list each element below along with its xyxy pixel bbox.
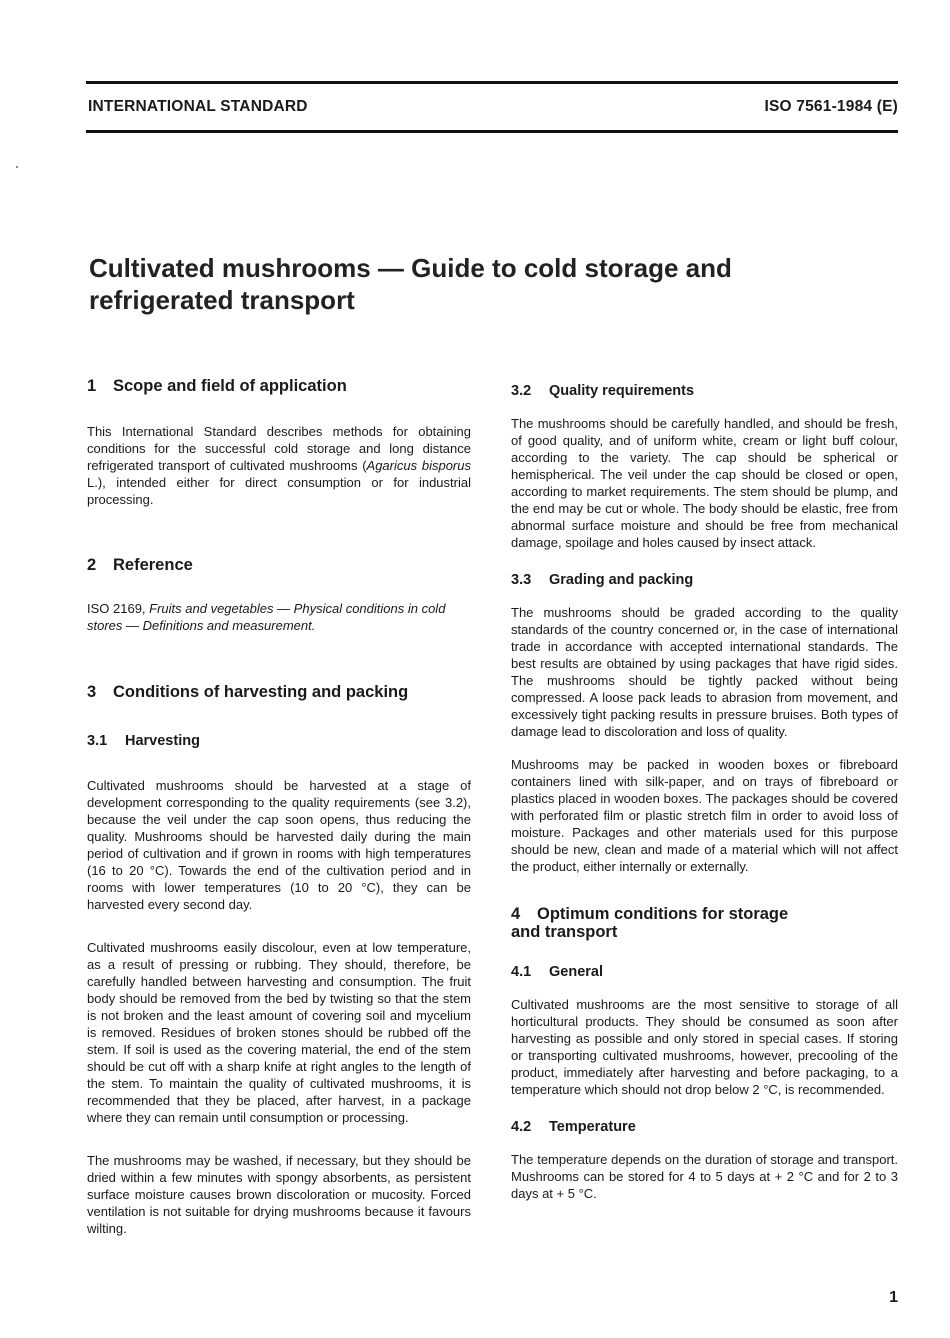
quality-requirements-paragraph: The mushrooms should be carefully handled, and should be fresh, of good quality, and of uniform white, cream or light buff colour, according to the variety. The cap should be spherical or hemispherical. The veil under the cap should be closed or open, according to market requirements. The stem should be plump, and the end may be cut or whole. The body should be elastic, free from abnormal surface moisture and should be free from mechanical damage, spoilage and holes caused by insect attack. [511, 416, 898, 550]
section-1-heading [87, 377, 471, 396]
section-3-heading [87, 683, 471, 702]
section-3-2-heading [511, 382, 898, 400]
section-title: Conditions of harvesting and packing [113, 683, 409, 701]
section-4-heading [511, 905, 898, 941]
harvesting-paragraph-3: The mushrooms may be washed, if necessary, but they should be dried within a few minutes with spongy absorbents, as persistent surface moisture causes brown discoloration or mucosity. Forced ventilation is not suitable for drying mushrooms because it favours wilting. [87, 1153, 471, 1236]
subsection-number: 3.3 [511, 572, 532, 588]
section-title: Scope and field of application [113, 377, 347, 395]
italic-species-name: Agaricus bisporus [366, 458, 471, 473]
grading-paragraph-2: Mushrooms may be packed in wooden boxes or fibreboard containers lined with silk-paper, and on trays of fibreboard or plastics placed in wooden boxes. The packages should be covered with perforated film or plastic stretch film in order to avoid loss of moisture. Packages and other materials used for this purpose should be new, clean and made of a material which will not affect the product, either internally or externally. [511, 757, 898, 874]
harvesting-paragraph-1: Cultivated mushrooms should be harvested at a stage of development corresponding to the quality requirements (see 3.2), because the veil under the cap soon opens, thus reducing the quality. Mushrooms should be harvested daily during the main period of cultivation and if grown in rooms with high temperatures (16 to 20 °C). Towards the end of the cultivation period and in rooms with lower temperatures (10 to 20 °C), they can be harvested every second day. [87, 778, 471, 912]
section-4-1-heading [511, 963, 898, 981]
section-number: 2 [87, 556, 97, 574]
section-2-heading [87, 556, 471, 575]
section-title-line-2: and transport [511, 923, 618, 941]
grading-paragraph-1: The mushrooms should be graded according to the quality standards of the country concerned or, in the case of international trade in accordance with accepted international standards. The best results are obtained by using packages that have rigid sides. The mushrooms should be tightly packed without being compressed. A loose pack leads to abrasion from movement, and excessively tight packing results in pressure bruises. Both types of damage lead to discoloration and loss of quality. [511, 605, 898, 739]
temperature-paragraph: The temperature depends on the duration of storage and transport. Mushrooms can be stored for 4 to 5 days at + 2 °C and for 2 to 3 days at + 5 °C. [511, 1152, 898, 1201]
section-4-2-heading [511, 1118, 898, 1136]
text-run: L.), intended either for direct consumption or for industrial processing. [87, 475, 471, 507]
subsection-number: 4.2 [511, 1119, 532, 1135]
header-top-rule [86, 81, 898, 84]
header-standard-number: ISO 7561-1984 (E) [764, 98, 898, 115]
section-1-paragraph [87, 423, 471, 508]
section-number: 1 [87, 377, 97, 395]
subsection-title: Temperature [549, 1119, 636, 1135]
subsection-title: Grading and packing [549, 572, 694, 588]
header-document-type: INTERNATIONAL STANDARD [88, 98, 308, 115]
text-run: This International Standard describes methods for obtaining conditions for the successful cold storage and long distance refrigerated transport of cultivated mushrooms ( [87, 424, 471, 473]
subsection-number: 3.1 [87, 733, 108, 749]
section-2-paragraph [87, 600, 471, 634]
general-paragraph: Cultivated mushrooms are the most sensitive to storage of all horticultural products. They should be consumed as soon after harvesting as possible and only stored in special cases. If storing or transporting cultivated mushrooms, however, precooling of the product, immediately after harvesting and before packaging, to a temperature which should not drop below 2 °C, is recommended. [511, 997, 898, 1097]
right-column [511, 382, 898, 1202]
scan-speck [16, 166, 18, 168]
section-number: 4 [511, 905, 521, 923]
italic-reference-title: Fruits and vegetables — Physical conditions in cold stores — Definitions and measurement. [87, 601, 446, 633]
subsection-title: Harvesting [125, 733, 200, 749]
left-column [87, 377, 471, 1237]
harvesting-paragraph-2: Cultivated mushrooms easily discolour, even at low temperature, as a result of pressing or rubbing. They should, therefore, be carefully handled between harvesting and consumption. The fruit body should be removed from the bed by twisting so that the stem is not broken and the least amount of covering soil and mycelium is removed. Residues of broken stones should be rubbed off the stem. If soil is used as the covering material, the end of the stem should be cut off with a sharp knife at right angles to the length of the stem. To maintain the quality of cultivated mushrooms, it is recommended that they be placed, after harvest, in a package where they can remain until consumption or processing. [87, 940, 471, 1125]
section-title-line-1: Optimum conditions for storage [537, 905, 789, 923]
subsection-number: 3.2 [511, 383, 532, 399]
section-3-1-heading [87, 732, 471, 750]
section-3-3-heading [511, 571, 898, 589]
subsection-number: 4.1 [511, 964, 532, 980]
header-bottom-rule [86, 130, 898, 133]
section-number: 3 [87, 683, 97, 701]
text-run: ISO 2169, [87, 601, 150, 616]
document-title: Cultivated mushrooms — Guide to cold storage and refrigerated transport [89, 253, 732, 315]
subsection-title: General [549, 964, 603, 980]
page-number: 1 [889, 1289, 898, 1306]
subsection-title: Quality requirements [549, 383, 695, 399]
section-title: Reference [113, 556, 193, 574]
